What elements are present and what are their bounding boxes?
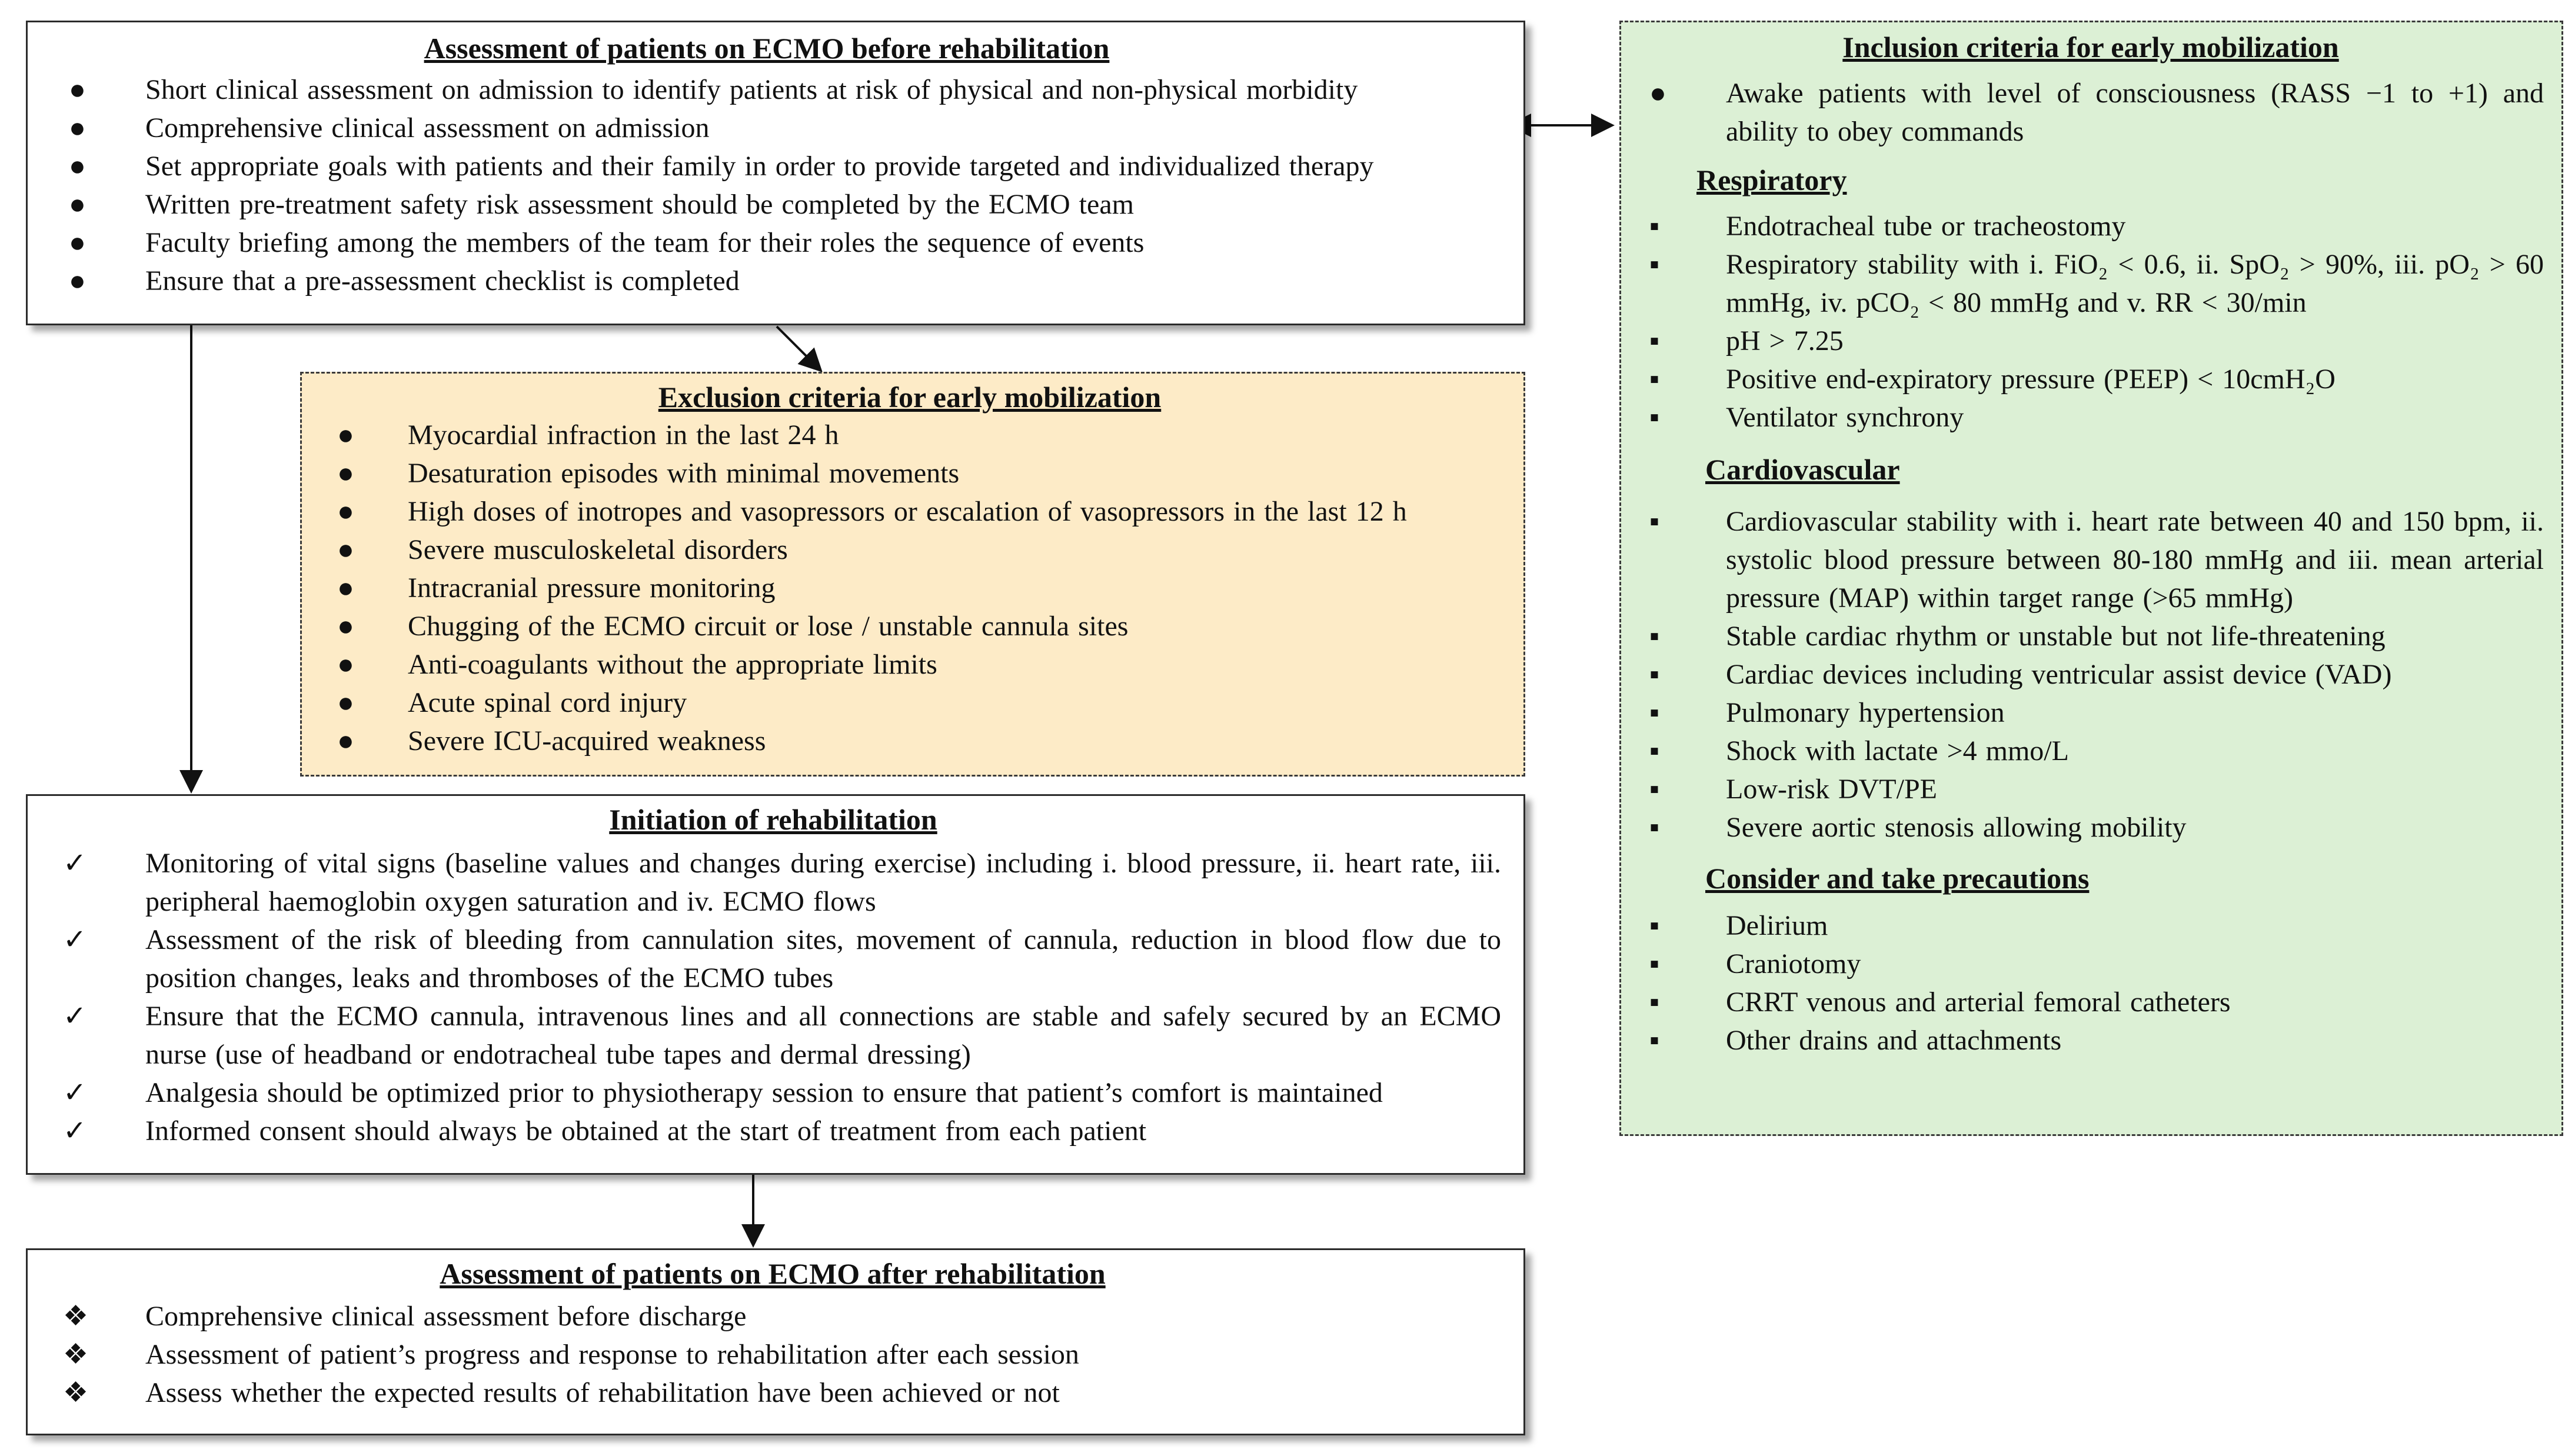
- list-item: ▪ Severe aortic stenosis allowing mobility: [1649, 812, 2187, 843]
- list-item: ● Set appropriate goals with patients and their family in order to provide targeted and individualized therapy: [69, 151, 1374, 182]
- before-rehab-list: [45, 71, 1488, 300]
- list-item: ▪ Low-risk DVT/PE: [1649, 774, 1937, 805]
- list-item: ● High doses of inotropes and vasopressors or escalation of vasopressors in the last 12 h: [337, 496, 1407, 527]
- respiratory-heading: Respiratory: [1696, 164, 1847, 196]
- list-item: ● Desaturation episodes with minimal movements: [337, 458, 960, 489]
- list-item: ❖ Assess whether the expected results of rehabilitation have been achieved or not: [63, 1377, 1060, 1408]
- list-item: ● Comprehensive clinical assessment on admission: [69, 112, 710, 144]
- respiratory-list: [1638, 207, 2544, 437]
- inclusion-criteria-title: Inclusion criteria for early mobilization: [1842, 31, 2339, 64]
- list-item: ▪ Other drains and attachments: [1649, 1025, 2062, 1056]
- list-item: ▪ Stable cardiac rhythm or unstable but not life-threatening: [1649, 621, 2386, 652]
- after-rehab-box: [26, 1248, 1525, 1435]
- list-item: ▪ Cardiac devices including ventricular assist device (VAD): [1649, 659, 2392, 690]
- list-item: ● Written pre-treatment safety risk assessment should be completed by the ECMO team: [69, 189, 1134, 220]
- list-item: ▪ Ventilator synchrony: [1649, 402, 1964, 433]
- list-item: ▪ Craniotomy: [1649, 948, 1861, 979]
- list-item: ▪ Cardiovascular stability with i. heart rate between 40 and 150 bpm, ii. systolic blood pressure between 80-180 mmHg and iii. mean arterial pressure (MAP) within target range (>65 mmHg): [1649, 506, 2544, 614]
- precautions-heading: Consider and take precautions: [1705, 862, 2090, 895]
- list-item: ● Severe ICU-acquired weakness: [337, 725, 766, 757]
- list-item: ● Myocardial infraction in the last 24 h: [337, 419, 839, 451]
- list-item: ▪ Endotracheal tube or tracheostomy: [1649, 211, 2126, 242]
- precautions-list: [1638, 907, 2544, 1059]
- list-item: ● Awake patients with level of consciousness (RASS −1 to +1) and ability to obey commands: [1649, 78, 2544, 147]
- list-item: ▪ Pulmonary hypertension: [1649, 697, 2005, 728]
- list-item: ❖ Comprehensive clinical assessment before discharge: [63, 1301, 747, 1332]
- exclusion-criteria-box: [300, 372, 1525, 777]
- list-item: ✓ Monitoring of vital signs (baseline values and changes during exercise) including i. blood pressure, ii. heart rate, iii. peripheral haemoglobin oxygen saturation and iv. ECMO flows: [63, 848, 1501, 917]
- after-rehab-title: Assessment of patients on ECMO after rehabilitation: [440, 1257, 1106, 1290]
- initiation-rehab-box: [26, 794, 1525, 1175]
- list-item: ▪ Shock with lactate >4 mmo/L: [1649, 735, 2069, 767]
- after-rehab-list: [45, 1297, 1500, 1412]
- before-rehab-box: [26, 21, 1525, 325]
- list-item: ● Intracranial pressure monitoring: [337, 572, 776, 604]
- list-item: ▪ pH > 7.25: [1649, 325, 1844, 356]
- list-item: ❖ Assessment of patient’s progress and response to rehabilitation after each session: [63, 1339, 1079, 1370]
- exclusion-criteria-list: [320, 416, 1500, 760]
- list-item: ✓ Informed consent should always be obtained at the start of treatment from each patient: [63, 1115, 1147, 1147]
- list-item: ● Ensure that a pre-assessment checklist is completed: [69, 265, 740, 296]
- list-item: ● Anti-coagulants without the appropriate limits: [337, 649, 937, 680]
- list-item: ● Acute spinal cord injury: [337, 687, 687, 718]
- inclusion-intro-list: [1638, 74, 2544, 151]
- arrow-before-to-exclusion: [777, 326, 821, 371]
- inclusion-criteria-box: [1619, 21, 2563, 1136]
- cardiovascular-list: [1638, 502, 2544, 847]
- list-item: ● Chugging of the ECMO circuit or lose / unstable cannula sites: [337, 611, 1129, 642]
- exclusion-criteria-title: Exclusion criteria for early mobilization: [658, 381, 1162, 414]
- list-item: ▪ Positive end-expiratory pressure (PEEP) < 10cmH₂O: [1649, 364, 2336, 395]
- list-item: ● Severe musculoskeletal disorders: [337, 534, 788, 565]
- list-item: ✓ Ensure that the ECMO cannula, intravenous lines and all connections are stable and safely secured by an ECMO nurse (use of headband or endotracheal tube tapes and dermal dressing): [63, 1001, 1501, 1070]
- list-item: ▪ Respiratory stability with i. FiO₂ < 0.6, ii. SpO₂ > 90%, iii. pO₂ > 60 mmHg, iv. pCO₂ < 80 mmHg and v. RR < 30/min: [1649, 249, 2544, 318]
- initiation-rehab-list: [45, 844, 1501, 1150]
- list-item: ✓ Analgesia should be optimized prior to physiotherapy session to ensure that patient’s comfort is maintained: [63, 1077, 1383, 1108]
- list-item: ● Faculty briefing among the members of the team for their roles the sequence of events: [69, 227, 1145, 258]
- list-item: ▪ CRRT venous and arterial femoral catheters: [1649, 987, 2231, 1018]
- list-item: ● Short clinical assessment on admission to identify patients at risk of physical and non-physical morbidity: [69, 74, 1358, 105]
- list-item: ✓ Assessment of the risk of bleeding from cannulation sites, movement of cannula, reduction in blood flow due to position changes, leaks and thromboses of the ECMO tubes: [63, 924, 1501, 994]
- cardiovascular-heading: Cardiovascular: [1705, 453, 1900, 486]
- before-rehab-title: Assessment of patients on ECMO before rehabilitation: [424, 32, 1110, 65]
- initiation-rehab-title: Initiation of rehabilitation: [609, 803, 937, 836]
- list-item: ▪ Delirium: [1649, 910, 1828, 941]
